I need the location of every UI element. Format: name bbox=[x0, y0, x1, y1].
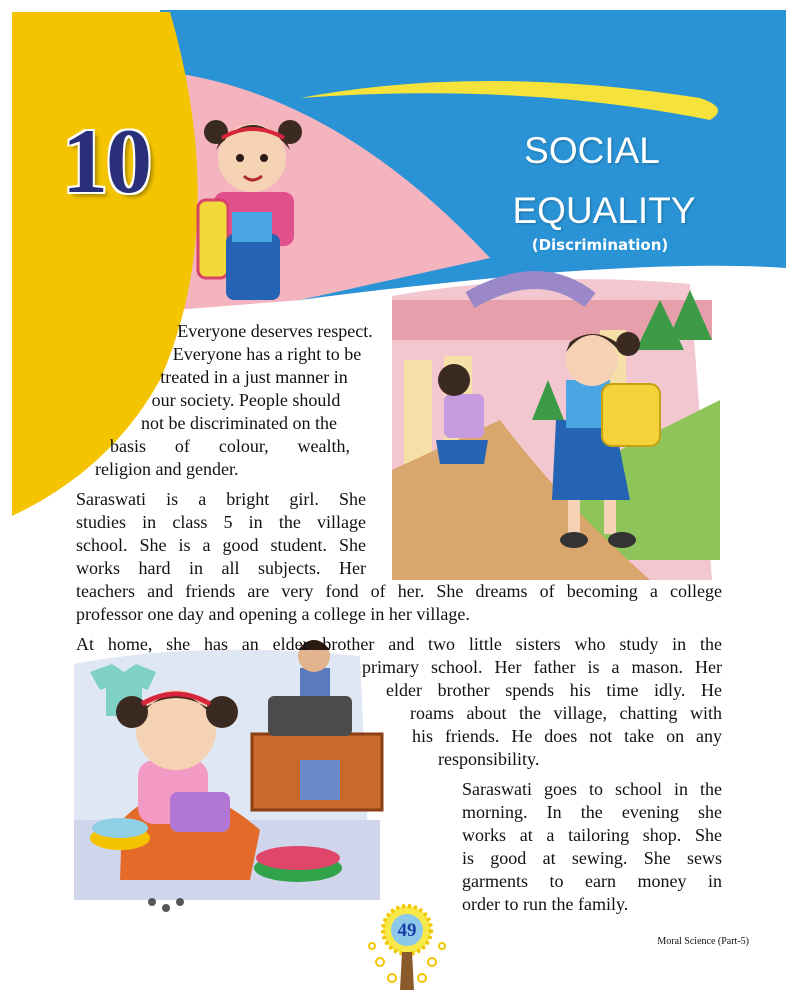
para3-line-3: elder brother spends his time idly. He bbox=[386, 680, 722, 700]
para2-line-4: works hard in all subjects. Her bbox=[76, 558, 366, 578]
para4-line-2: morning. In the evening she bbox=[462, 802, 722, 822]
intro-line-2: Everyone has a right to be bbox=[172, 344, 362, 364]
school-corridor-illustration bbox=[392, 279, 720, 580]
intro-line-5: not be discriminated on the bbox=[141, 413, 337, 433]
para3-line-4: roams about the village, chatting with bbox=[410, 703, 722, 723]
para4-line-3: works at a tailoring shop. She bbox=[462, 825, 722, 845]
para2-line-3: school. She is a good student. She bbox=[76, 535, 366, 555]
intro-line-6: basis of colour, wealth, bbox=[110, 436, 350, 456]
chapter-subtitle: (Discrimination) bbox=[531, 236, 669, 254]
para2-line-6: professor one day and opening a college in her village. bbox=[76, 604, 470, 624]
intro-line-4: our society. People should bbox=[151, 390, 341, 410]
para2-line-5: teachers and friends are very fond of her. She dreams of becoming a college bbox=[76, 581, 722, 601]
para3-line-1: At home, she has an elder brother and two little sisters who study in the bbox=[76, 634, 722, 654]
chapter-number: 10 bbox=[62, 110, 150, 212]
para3-line-6: responsibility. bbox=[438, 749, 540, 769]
chapter-title-line1: SOCIAL bbox=[524, 130, 660, 171]
intro-line-3: treated in a just manner in bbox=[160, 367, 348, 387]
para4-line-1: Saraswati goes to school in the bbox=[462, 779, 722, 799]
para2-line-1: Saraswati is a bright girl. She bbox=[76, 489, 366, 509]
para3-line-5: his friends. He does not take on any bbox=[412, 726, 722, 746]
footer-book-title: Moral Science (Part-5) bbox=[657, 936, 749, 947]
page-number: 49 bbox=[397, 920, 417, 941]
para4-line-5: garments to earn money in bbox=[462, 871, 722, 891]
page-number-tree-icon bbox=[369, 906, 445, 990]
para4-line-4: is good at sewing. She sews bbox=[462, 848, 722, 868]
intro-line-1: Everyone deserves respect. bbox=[177, 321, 373, 341]
para3-line-2: primary school. Her father is a mason. Her bbox=[362, 657, 722, 677]
para2-line-2: studies in class 5 in the village bbox=[76, 512, 366, 532]
sewing-girl-illustration bbox=[74, 640, 382, 912]
intro-line-7: religion and gender. bbox=[95, 459, 239, 479]
para4-line-6: order to run the family. bbox=[462, 894, 629, 914]
chapter-title-line2: EQUALITY bbox=[512, 190, 696, 231]
